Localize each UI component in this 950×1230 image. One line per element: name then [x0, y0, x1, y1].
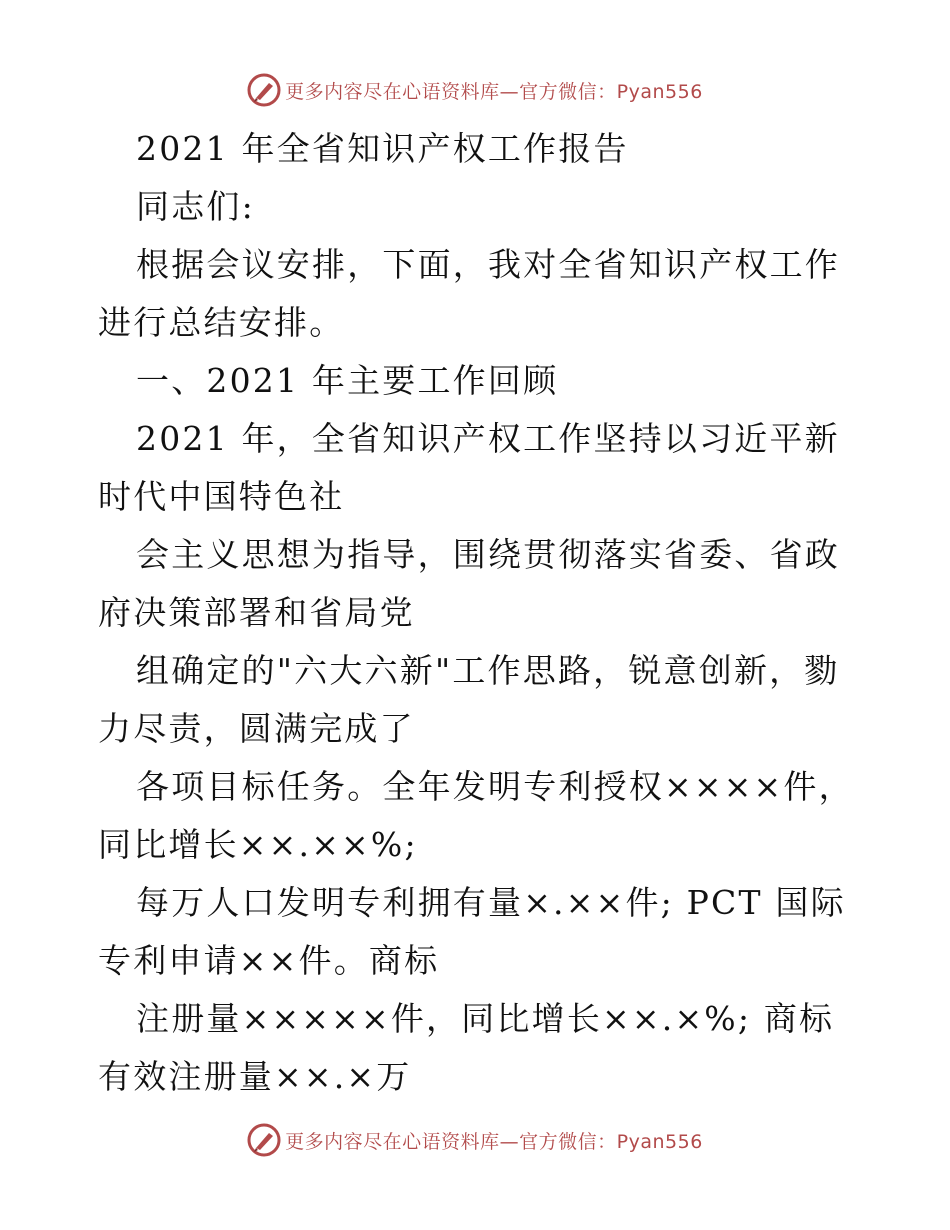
watermark-text: 更多内容尽在心语资料库—官方微信：Pyan556 — [285, 80, 703, 103]
footer-watermark — [0, 1120, 950, 1160]
doc-title: 2021 年全省知识产权工作报告 — [136, 129, 629, 168]
paragraph: 会主义思想为指导，围绕贯彻落实省委、省政府决策部署和省局党 — [98, 535, 840, 632]
section-heading: 一、2021 年主要工作回顾 — [136, 361, 559, 400]
paragraph: 组确定的"六大六新"工作思路，锐意创新，勠力尽责，圆满完成了 — [98, 651, 840, 748]
watermark-text: 更多内容尽在心语资料库—官方微信：Pyan556 — [285, 1130, 703, 1153]
paragraph: 每万人口发明专利拥有量×.××件; PCT 国际专利申请××件。商标 — [98, 883, 846, 980]
paragraph: 各项目标任务。全年发明专利授权××××件，同比增长××.××%; — [98, 767, 854, 864]
paragraph: 根据会议安排，下面，我对全省知识产权工作进行总结安排。 — [98, 245, 840, 342]
paragraph: 2021 年，全省知识产权工作坚持以习近平新时代中国特色社 — [98, 419, 840, 516]
document-body — [98, 120, 858, 1106]
pen-logo-icon — [247, 1123, 281, 1157]
pen-logo-icon — [247, 73, 281, 107]
header-watermark — [0, 70, 950, 110]
salutation: 同志们: — [136, 187, 255, 226]
paragraph: 注册量×××××件，同比增长××.×%; 商标有效注册量××.×万 — [98, 999, 835, 1096]
